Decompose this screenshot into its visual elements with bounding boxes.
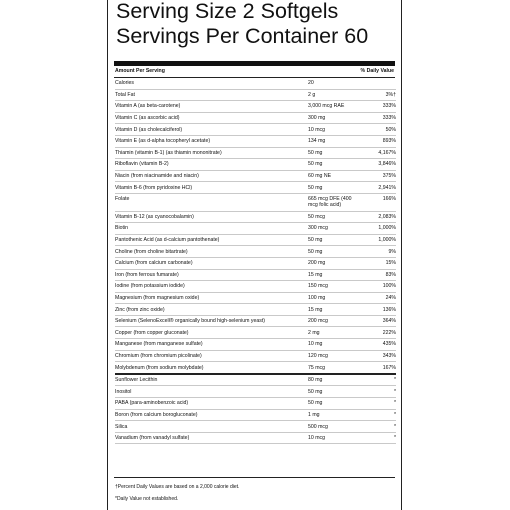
nutrient-name: Vitamin E (as d-alpha tocopheryl acetate) (115, 135, 308, 147)
nutrient-daily-value: 9% (356, 246, 396, 258)
nutrient-daily-value: 15% (356, 257, 396, 269)
nutrient-name: Sunflower Lecithin (115, 374, 308, 386)
table-row (115, 304, 396, 316)
nutrient-daily-value: * (356, 421, 396, 433)
nutrient-name: Niacin (from niacinamide and niacin) (115, 170, 308, 182)
nutrient-name: Calories (115, 78, 308, 89)
nutrient-name: PABA (para-aminobenzoic acid) (115, 398, 308, 410)
nutrient-amount: 50 mg (308, 234, 356, 246)
nutrient-amount: 50 mg (308, 147, 356, 159)
nutrient-amount: 200 mcg (308, 315, 356, 327)
nutrient-amount: 15 mg (308, 304, 356, 316)
table-row (115, 124, 396, 136)
table-row (115, 269, 396, 281)
nutrient-daily-value: 100% (356, 281, 396, 293)
table-row (115, 432, 396, 444)
thick-divider (114, 61, 395, 66)
nutrient-amount: 50 mg (308, 386, 356, 398)
nutrient-name: Magnesium (from magnesium oxide) (115, 292, 308, 304)
nutrient-daily-value: 333% (356, 112, 396, 124)
nutrient-name: Zinc (from zinc oxide) (115, 304, 308, 316)
nutrient-daily-value: 893% (356, 135, 396, 147)
nutrient-daily-value (356, 78, 396, 89)
nutrient-daily-value: * (356, 386, 396, 398)
table-row (115, 147, 396, 159)
nutrient-amount: 20 (308, 78, 356, 89)
nutrient-name: Vitamin A (as beta-carotene) (115, 101, 308, 113)
nutrient-amount: 1 mg (308, 409, 356, 421)
nutrient-amount: 665 mcg DFE (400 mcg folic acid) (308, 193, 356, 211)
nutrient-amount: 10 mg (308, 339, 356, 351)
nutrient-name: Boron (from calcium borogluconate) (115, 409, 308, 421)
table-row (115, 327, 396, 339)
nutrient-name: Vitamin C (as ascorbic acid) (115, 112, 308, 124)
serving-size: Serving Size 2 Softgels (116, 0, 339, 23)
nutrient-daily-value: 1,000% (356, 234, 396, 246)
nutrient-amount: 200 mg (308, 257, 356, 269)
table-row (115, 234, 396, 246)
nutrient-amount: 60 mg NE (308, 170, 356, 182)
nutrient-daily-value: 333% (356, 101, 396, 113)
daily-value-label: % Daily Value (360, 68, 394, 74)
table-row (115, 292, 396, 304)
nutrient-name: Choline (from choline bitartrate) (115, 246, 308, 258)
nutrient-name: Vanadium (from vanadyl sulfate) (115, 432, 308, 444)
nutrient-amount: 50 mg (308, 246, 356, 258)
table-row (115, 223, 396, 235)
nutrient-amount: 120 mcg (308, 350, 356, 362)
nutrient-name: Chromium (from chromium picolinate) (115, 350, 308, 362)
nutrient-amount: 80 mg (308, 374, 356, 386)
table-row (115, 182, 396, 194)
nutrient-amount: 50 mg (308, 398, 356, 410)
nutrient-amount: 50 mg (308, 182, 356, 194)
table-row (115, 374, 396, 386)
nutrient-name: Calcium (from calcium carbonate) (115, 257, 308, 269)
table-row (115, 89, 396, 101)
table-row (115, 339, 396, 351)
nutrient-name: Manganese (from manganese sulfate) (115, 339, 308, 351)
nutrient-name: Copper (from copper gluconate) (115, 327, 308, 339)
servings-per-container: Servings Per Container 60 (116, 24, 369, 48)
table-row (115, 112, 396, 124)
nutrient-amount: 300 mg (308, 112, 356, 124)
nutrient-name: Pantothenic Acid (as d-calcium pantothenate) (115, 234, 308, 246)
nutrient-daily-value: 364% (356, 315, 396, 327)
table-row (115, 135, 396, 147)
nutrient-amount: 134 mg (308, 135, 356, 147)
nutrient-name: Vitamin B-12 (as cyanocobalamin) (115, 211, 308, 223)
nutrient-daily-value: 166% (356, 193, 396, 211)
nutrient-daily-value: 136% (356, 304, 396, 316)
table-row (115, 350, 396, 362)
nutrient-amount: 500 mcg (308, 421, 356, 433)
table-header (115, 68, 394, 77)
nutrient-amount: 100 mg (308, 292, 356, 304)
nutrient-daily-value: 3,846% (356, 159, 396, 171)
table-row (115, 211, 396, 223)
nutrient-amount: 3,000 mcg RAE (308, 101, 356, 113)
nutrient-daily-value: * (356, 374, 396, 386)
nutrient-name: Inositol (115, 386, 308, 398)
nutrient-name: Iron (from ferrous fumarate) (115, 269, 308, 281)
table-row (115, 315, 396, 327)
table-row (115, 398, 396, 410)
footer-divider (114, 477, 395, 478)
nutrient-daily-value: 50% (356, 124, 396, 136)
table-row (115, 170, 396, 182)
nutrient-amount: 2 g (308, 89, 356, 101)
nutrient-daily-value: 83% (356, 269, 396, 281)
nutrient-name: Molybdenum (from sodium molybdate) (115, 362, 308, 374)
nutrient-daily-value: 4,167% (356, 147, 396, 159)
nutrient-amount: 50 mg (308, 159, 356, 171)
nutrient-daily-value: 24% (356, 292, 396, 304)
nutrient-amount: 150 mcg (308, 281, 356, 293)
nutrient-daily-value: 1,000% (356, 223, 396, 235)
supplement-facts-panel (107, 0, 402, 510)
nutrient-daily-value: 435% (356, 339, 396, 351)
percent-footnote: †Percent Daily Values are based on a 2,000 calorie diet. (115, 484, 240, 490)
amount-per-serving-label: Amount Per Serving (115, 68, 165, 74)
nutrient-name: Silica (115, 421, 308, 433)
table-row (115, 281, 396, 293)
table-row (115, 409, 396, 421)
nutrient-name: Biotin (115, 223, 308, 235)
nutrient-name: Thiamin (vitamin B-1) (as thiamin mononitrate) (115, 147, 308, 159)
nutrient-daily-value: 2,083% (356, 211, 396, 223)
nutrient-daily-value: * (356, 398, 396, 410)
nutrient-name: Total Fat (115, 89, 308, 101)
nutrient-daily-value: 3%† (356, 89, 396, 101)
table-row (115, 246, 396, 258)
dv-footnote: *Daily Value not established. (115, 496, 179, 502)
nutrient-amount: 300 mcg (308, 223, 356, 235)
nutrient-amount: 15 mg (308, 269, 356, 281)
table-row (115, 421, 396, 433)
nutrient-name: Vitamin B-6 (from pyridoxine HCl) (115, 182, 308, 194)
nutrient-daily-value: 343% (356, 350, 396, 362)
table-row (115, 386, 396, 398)
nutrient-name: Iodine (from potassium iodide) (115, 281, 308, 293)
nutrient-amount: 2 mg (308, 327, 356, 339)
table-row (115, 101, 396, 113)
nutrient-table (115, 78, 396, 444)
nutrient-amount: 75 mcg (308, 362, 356, 374)
nutrient-daily-value: 2,941% (356, 182, 396, 194)
nutrient-daily-value: 222% (356, 327, 396, 339)
table-row (115, 193, 396, 211)
table-row (115, 78, 396, 89)
nutrient-daily-value: * (356, 432, 396, 444)
nutrient-daily-value: * (356, 409, 396, 421)
nutrient-daily-value: 167% (356, 362, 396, 374)
table-row (115, 362, 396, 374)
nutrient-amount: 10 mcg (308, 124, 356, 136)
nutrient-name: Folate (115, 193, 308, 211)
nutrient-name: Riboflavin (vitamin B-2) (115, 159, 308, 171)
nutrient-amount: 10 mcg (308, 432, 356, 444)
nutrient-amount: 50 mcg (308, 211, 356, 223)
nutrient-name: Selenium (SelenoExcell® organically bound high-selenium yeast) (115, 315, 308, 327)
nutrient-daily-value: 375% (356, 170, 396, 182)
nutrient-name: Vitamin D (as cholecalciferol) (115, 124, 308, 136)
table-row (115, 257, 396, 269)
table-row (115, 159, 396, 171)
